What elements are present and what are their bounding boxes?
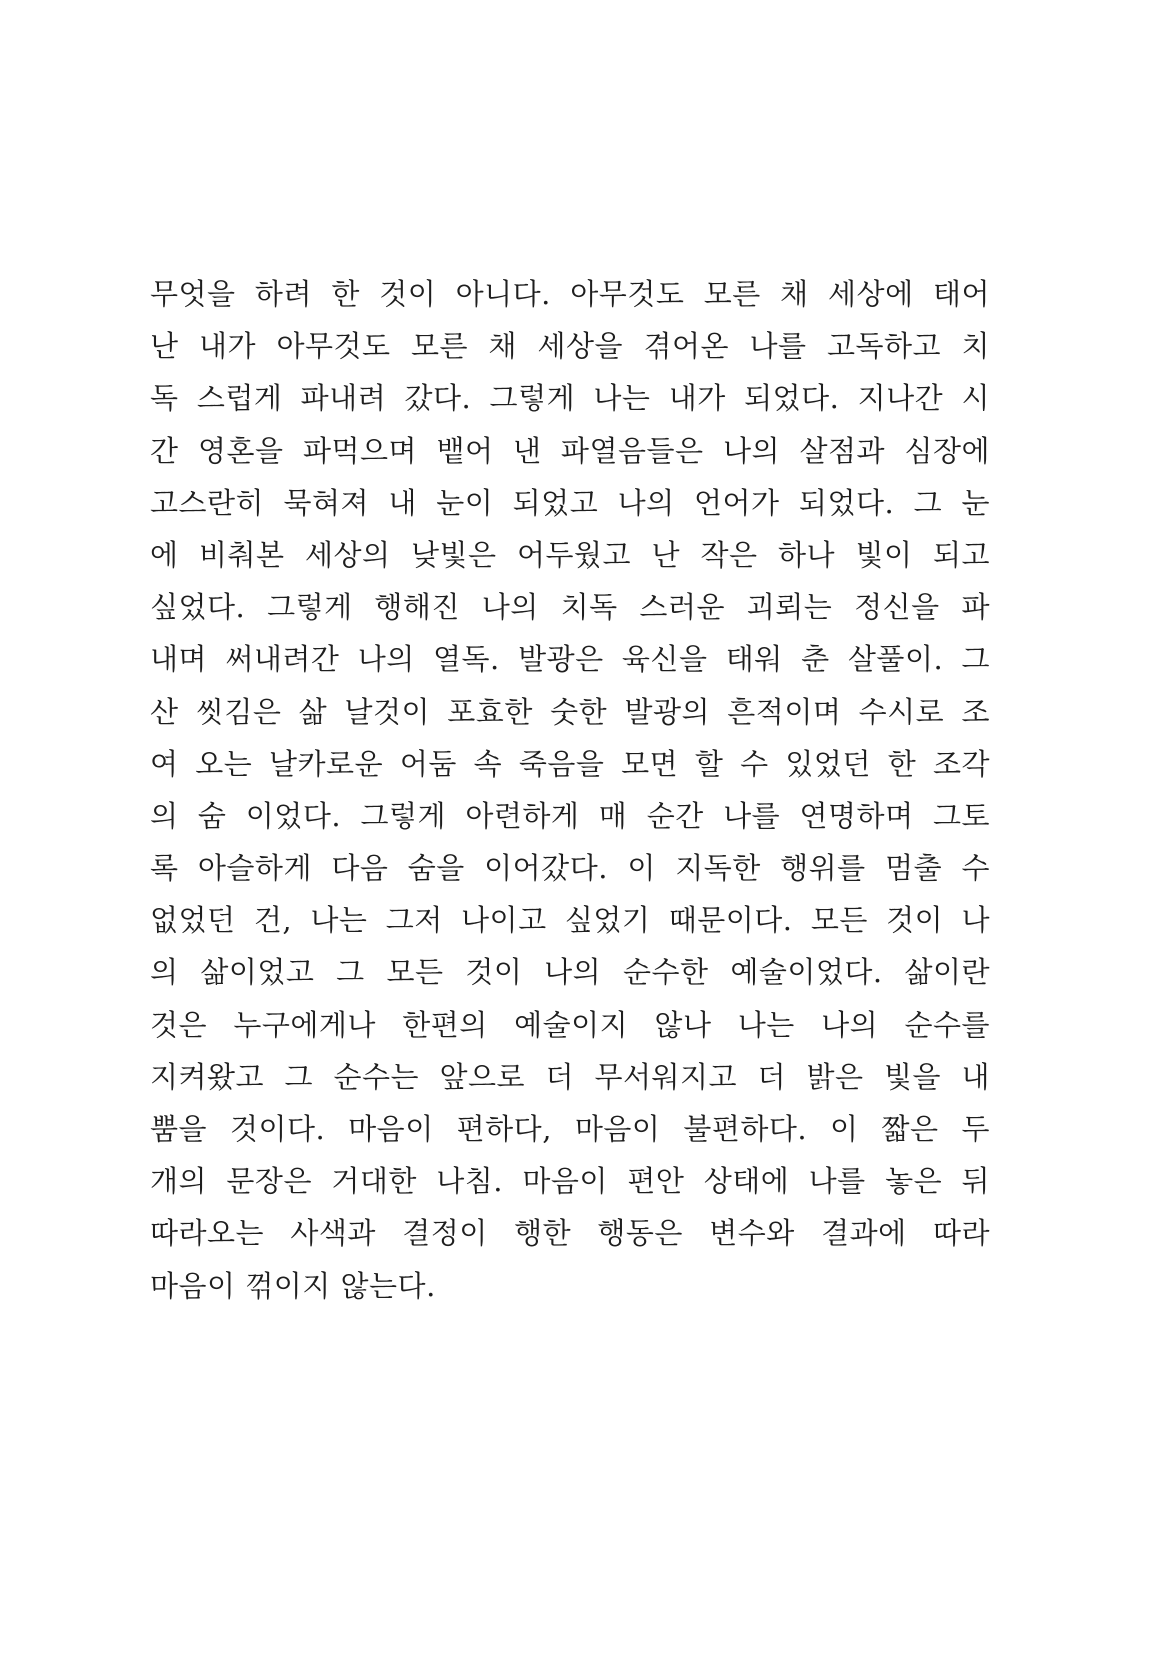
text-line-3: 독 스럽게 파내려 갔다. 그렇게 나는 내가 되었다. 지나간 시 [150, 381, 990, 416]
body-text [150, 268, 990, 1312]
text-line-16: 지켜왔고 그 순수는 앞으로 더 무서워지고 더 밝은 빛을 내 [150, 1059, 990, 1094]
text-line-8: 내며 써내려간 나의 열독. 발광은 육신을 태워 춘 살풀이. 그 [150, 642, 990, 677]
text-line-6: 에 비춰본 세상의 낮빛은 어두웠고 난 작은 하나 빛이 되고 [150, 537, 990, 572]
text-line-9: 산 씻김은 삶 날것이 포효한 숫한 발광의 흔적이며 수시로 조 [150, 694, 990, 729]
text-line-18: 개의 문장은 거대한 나침. 마음이 편안 상태에 나를 놓은 뒤 [150, 1164, 990, 1199]
text-line-4: 간 영혼을 파먹으며 뱉어 낸 파열음들은 나의 살점과 심장에 [150, 433, 990, 468]
text-line-10: 여 오는 날카로운 어둠 속 죽음을 모면 할 수 있었던 한 조각 [150, 746, 990, 781]
text-line-5: 고스란히 묵혀져 내 눈이 되었고 나의 언어가 되었다. 그 눈 [150, 485, 990, 520]
text-line-11: 의 숨 이었다. 그렇게 아련하게 매 순간 나를 연명하며 그토 [150, 798, 990, 833]
text-line-14: 의 삶이었고 그 모든 것이 나의 순수한 예술이었다. 삶이란 [150, 955, 990, 990]
text-line-7: 싶었다. 그렇게 행해진 나의 치독 스러운 괴뢰는 정신을 파 [150, 590, 990, 625]
text-line-13: 없었던 건, 나는 그저 나이고 싶었기 때문이다. 모든 것이 나 [150, 903, 990, 938]
text-line-2: 난 내가 아무것도 모른 채 세상을 겪어온 나를 고독하고 치 [150, 329, 990, 364]
text-line-1: 무엇을 하려 한 것이 아니다. 아무것도 모른 채 세상에 태어 [150, 277, 990, 311]
text-line-15: 것은 누구에게나 한편의 예술이지 않나 나는 나의 순수를 [150, 1007, 990, 1042]
text-line-19: 따라오는 사색과 결정이 행한 행동은 변수와 결과에 따라 [150, 1216, 990, 1251]
text-line-17: 뿜을 것이다. 마음이 편하다, 마음이 불편하다. 이 짧은 두 [150, 1112, 990, 1146]
text-line-12: 록 아슬하게 다음 숨을 이어갔다. 이 지독한 행위를 멈출 수 [150, 851, 990, 886]
text-line-20: 마음이 꺾이지 않는다. [150, 1268, 436, 1303]
